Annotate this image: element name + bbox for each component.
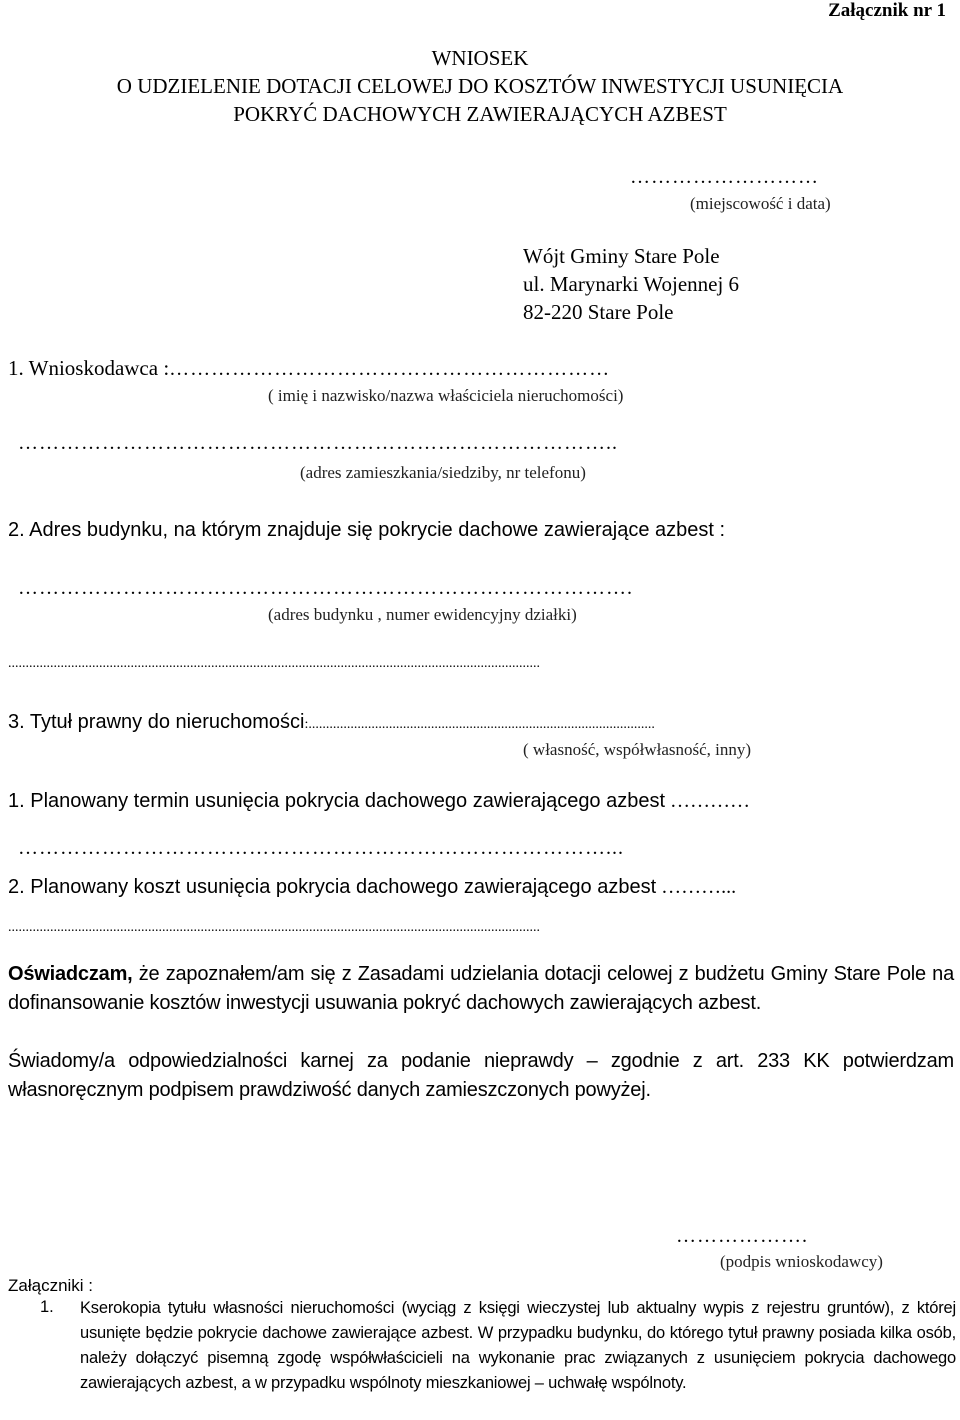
cost-label: 2. Planowany koszt usunięcia pokrycia dachowego zawierającego azbest [8,876,657,898]
applicant-name-hint: ( imię i nazwisko/nazwa właściciela nieruchomości) [268,386,624,405]
title-line-1: WNIOSEK [431,46,529,70]
applicant-name-field[interactable]: ……………………………………………………… [169,358,611,380]
legal-title-hint: ( własność, współwłasność, inny) [523,740,752,759]
building-address-field-2[interactable]: ........................................................................................................................................................ [8,656,540,671]
place-date-hint: (miejscowość i data) [690,194,831,213]
applicant-address-field[interactable]: ………………………………………………………………………….. [18,432,618,454]
recipient-line-3: 82-220 Stare Pole [523,300,674,324]
annex-label: Załącznik nr 1 [828,0,946,21]
declaration-paragraph [8,960,954,1018]
signature-hint: (podpis wnioskodawcy) [720,1252,883,1271]
legal-title-row [8,711,954,734]
declaration-bold-start: Oświadczam, [8,963,133,985]
cost-field[interactable]: ………... [656,876,737,898]
legal-title-field[interactable]: :................................................................................................... [304,717,655,732]
document-title [0,44,960,128]
recipient-line-2: ul. Marynarki Wojennej 6 [523,272,740,296]
building-address-heading: 2. Adres budynku, na którym znajduje się pokrycie dachowe zawierające azbest : [8,519,726,541]
recipient-line-1: Wójt Gminy Stare Pole [523,244,720,268]
term-field-2[interactable]: …………………………………………………………………………... [18,837,624,859]
cost-row [8,876,954,899]
place-date-dots[interactable]: ……………………… [630,166,819,188]
cost-field-2[interactable]: ........................................................................................................................................................ [8,920,540,935]
term-label: 1. Planowany termin usunięcia pokrycia dachowego zawierającego azbest [8,790,666,812]
applicant-label: 1. Wnioskodawca : [8,356,170,380]
building-address-hint: (adres budynku , numer ewidencyjny działki) [268,605,577,624]
attachment-number: 1. [40,1298,54,1316]
declaration-paragraph-2: Świadomy/a odpowiedzialności karnej za podanie nieprawdy – zgodnie z art. 233 KK potwierdzam własnoręcznym podpisem prawdziwość danych zamieszczonych powyżej. [8,1050,954,1101]
recipient-address [523,242,739,326]
attachments-label: Załączniki : [8,1276,94,1295]
legal-title-label: 3. Tytuł prawny do nieruchomości [8,711,305,733]
term-row [8,790,954,813]
signature-dots[interactable]: ………………. [676,1225,808,1247]
applicant-row [8,356,954,381]
title-line-3: POKRYĆ DACHOWYCH ZAWIERAJĄCYCH AZBEST [233,102,727,126]
title-line-2: O UDZIELENIE DOTACJI CELOWEJ DO KOSZTÓW INWESTYCJI USUNIĘCIA [116,74,844,98]
term-field[interactable]: ………… [665,790,751,812]
attachment-text: Kserokopia tytułu własności nieruchomości (wyciąg z księgi wieczystej lub aktualny wypis z rejestru gruntów), z której usunięte będzie pokrycie dachowe zawierające azbest. W przypadku budynku, do którego tytuł prawny posiada kilka osób, należy dołączyć pisemną zgodę współwłaścicieli na wykonanie prac związanych z usunięciem pokrycia dachowego zawierających azbest, a w przypadku wspólnoty mieszkaniowej – uchwałę wspólnoty. [80,1299,956,1392]
declaration-text: że zapoznałem/am się z Zasadami udzielania dotacji celowej z budżetu Gminy Stare Pole na dofinansowanie kosztów inwestycji usuwania pokryć dachowych zawierających azbest. [8,963,954,1014]
building-address-field[interactable]: ……………………………………………………………………………. [18,577,633,599]
applicant-address-hint: (adres zamieszkania/siedziby, nr telefonu) [300,463,586,482]
